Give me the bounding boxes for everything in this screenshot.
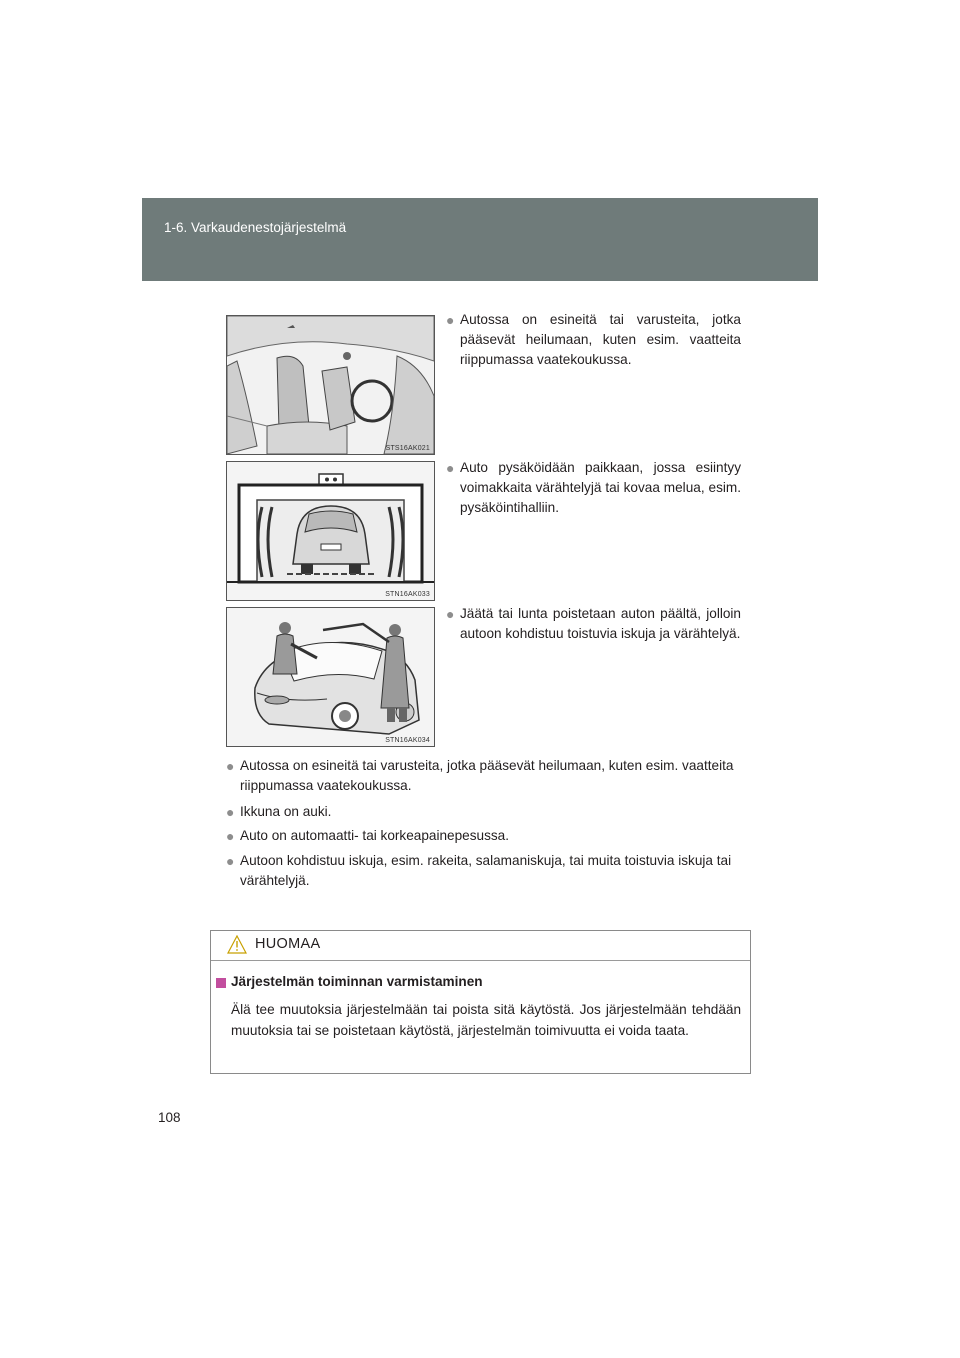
figure-car-interior (226, 315, 435, 455)
bullet-icon: ● (446, 460, 455, 476)
figure-2-text: ● Auto pysäköidään paikkaan, jossa esiintyy voimakkaita värähtelyjä tai kovaa melua, esim. pysäköintihalliin. (446, 460, 741, 515)
figure-car-wash (226, 461, 435, 601)
section-header (142, 198, 818, 281)
figure-code: STN16AK034 (385, 737, 430, 744)
figure-code: STS16AK021 (385, 445, 430, 452)
figure-3-text: ● Jäätä tai lunta poistetaan auton päältä, jolloin autoon kohdistuu toistuvia iskuja ja värähtelyä. (446, 606, 741, 641)
figure-1-text: ● Autossa on esineitä tai varusteita, jotka pääsevät heilumaan, kuten esim. vaatteita riippumassa vaatekoukussa. (446, 312, 741, 367)
square-bullet-icon (216, 978, 226, 988)
bullet-item: ● Autoon kohdistuu iskuja, esim. rakeita, salamaniskuja, tai muita toistuvia iskuja tai värähtelyjä. (226, 853, 732, 888)
section-title: 1-6. Varkaudenestojärjestelmä (164, 220, 347, 235)
bullet-icon: ● (226, 853, 235, 869)
notice-body: Älä tee muutoksia järjestelmään tai poista sitä käytöstä. Jos järjestelmään tehdään muutoksia tai se poistetaan käytöstä, järjestelmän toimivuutta ei voida taata. (231, 1002, 741, 1038)
notice-box (210, 930, 751, 1074)
warning-triangle-icon (227, 935, 247, 954)
notice-header (211, 931, 750, 961)
bullet-icon: ● (446, 606, 455, 622)
car-wash-illustration-icon (227, 462, 434, 600)
page-number: 108 (158, 1110, 181, 1125)
bullet-icon: ● (446, 312, 455, 328)
figure-snow-removal (226, 607, 435, 747)
bullet-item: ● Auto on automaatti- tai korkeapainepesussa. (226, 828, 510, 844)
bullet-item: ● Ikkuna on auki. (226, 804, 332, 820)
car-interior-illustration-icon (227, 316, 434, 454)
bullet-icon: ● (226, 828, 235, 844)
figure-code: STN16AK033 (385, 591, 430, 598)
notice-subtitle: Järjestelmän toiminnan varmistaminen (231, 974, 483, 989)
bullet-icon: ● (226, 758, 235, 774)
snow-removal-illustration-icon (227, 608, 434, 746)
bullet-icon: ● (226, 804, 235, 820)
notice-title: HUOMAA (255, 936, 321, 952)
bullet-item: ● Autossa on esineitä tai varusteita, jotka pääsevät heilumaan, kuten esim. vaatteita riippumassa vaatekoukussa. (226, 758, 734, 793)
